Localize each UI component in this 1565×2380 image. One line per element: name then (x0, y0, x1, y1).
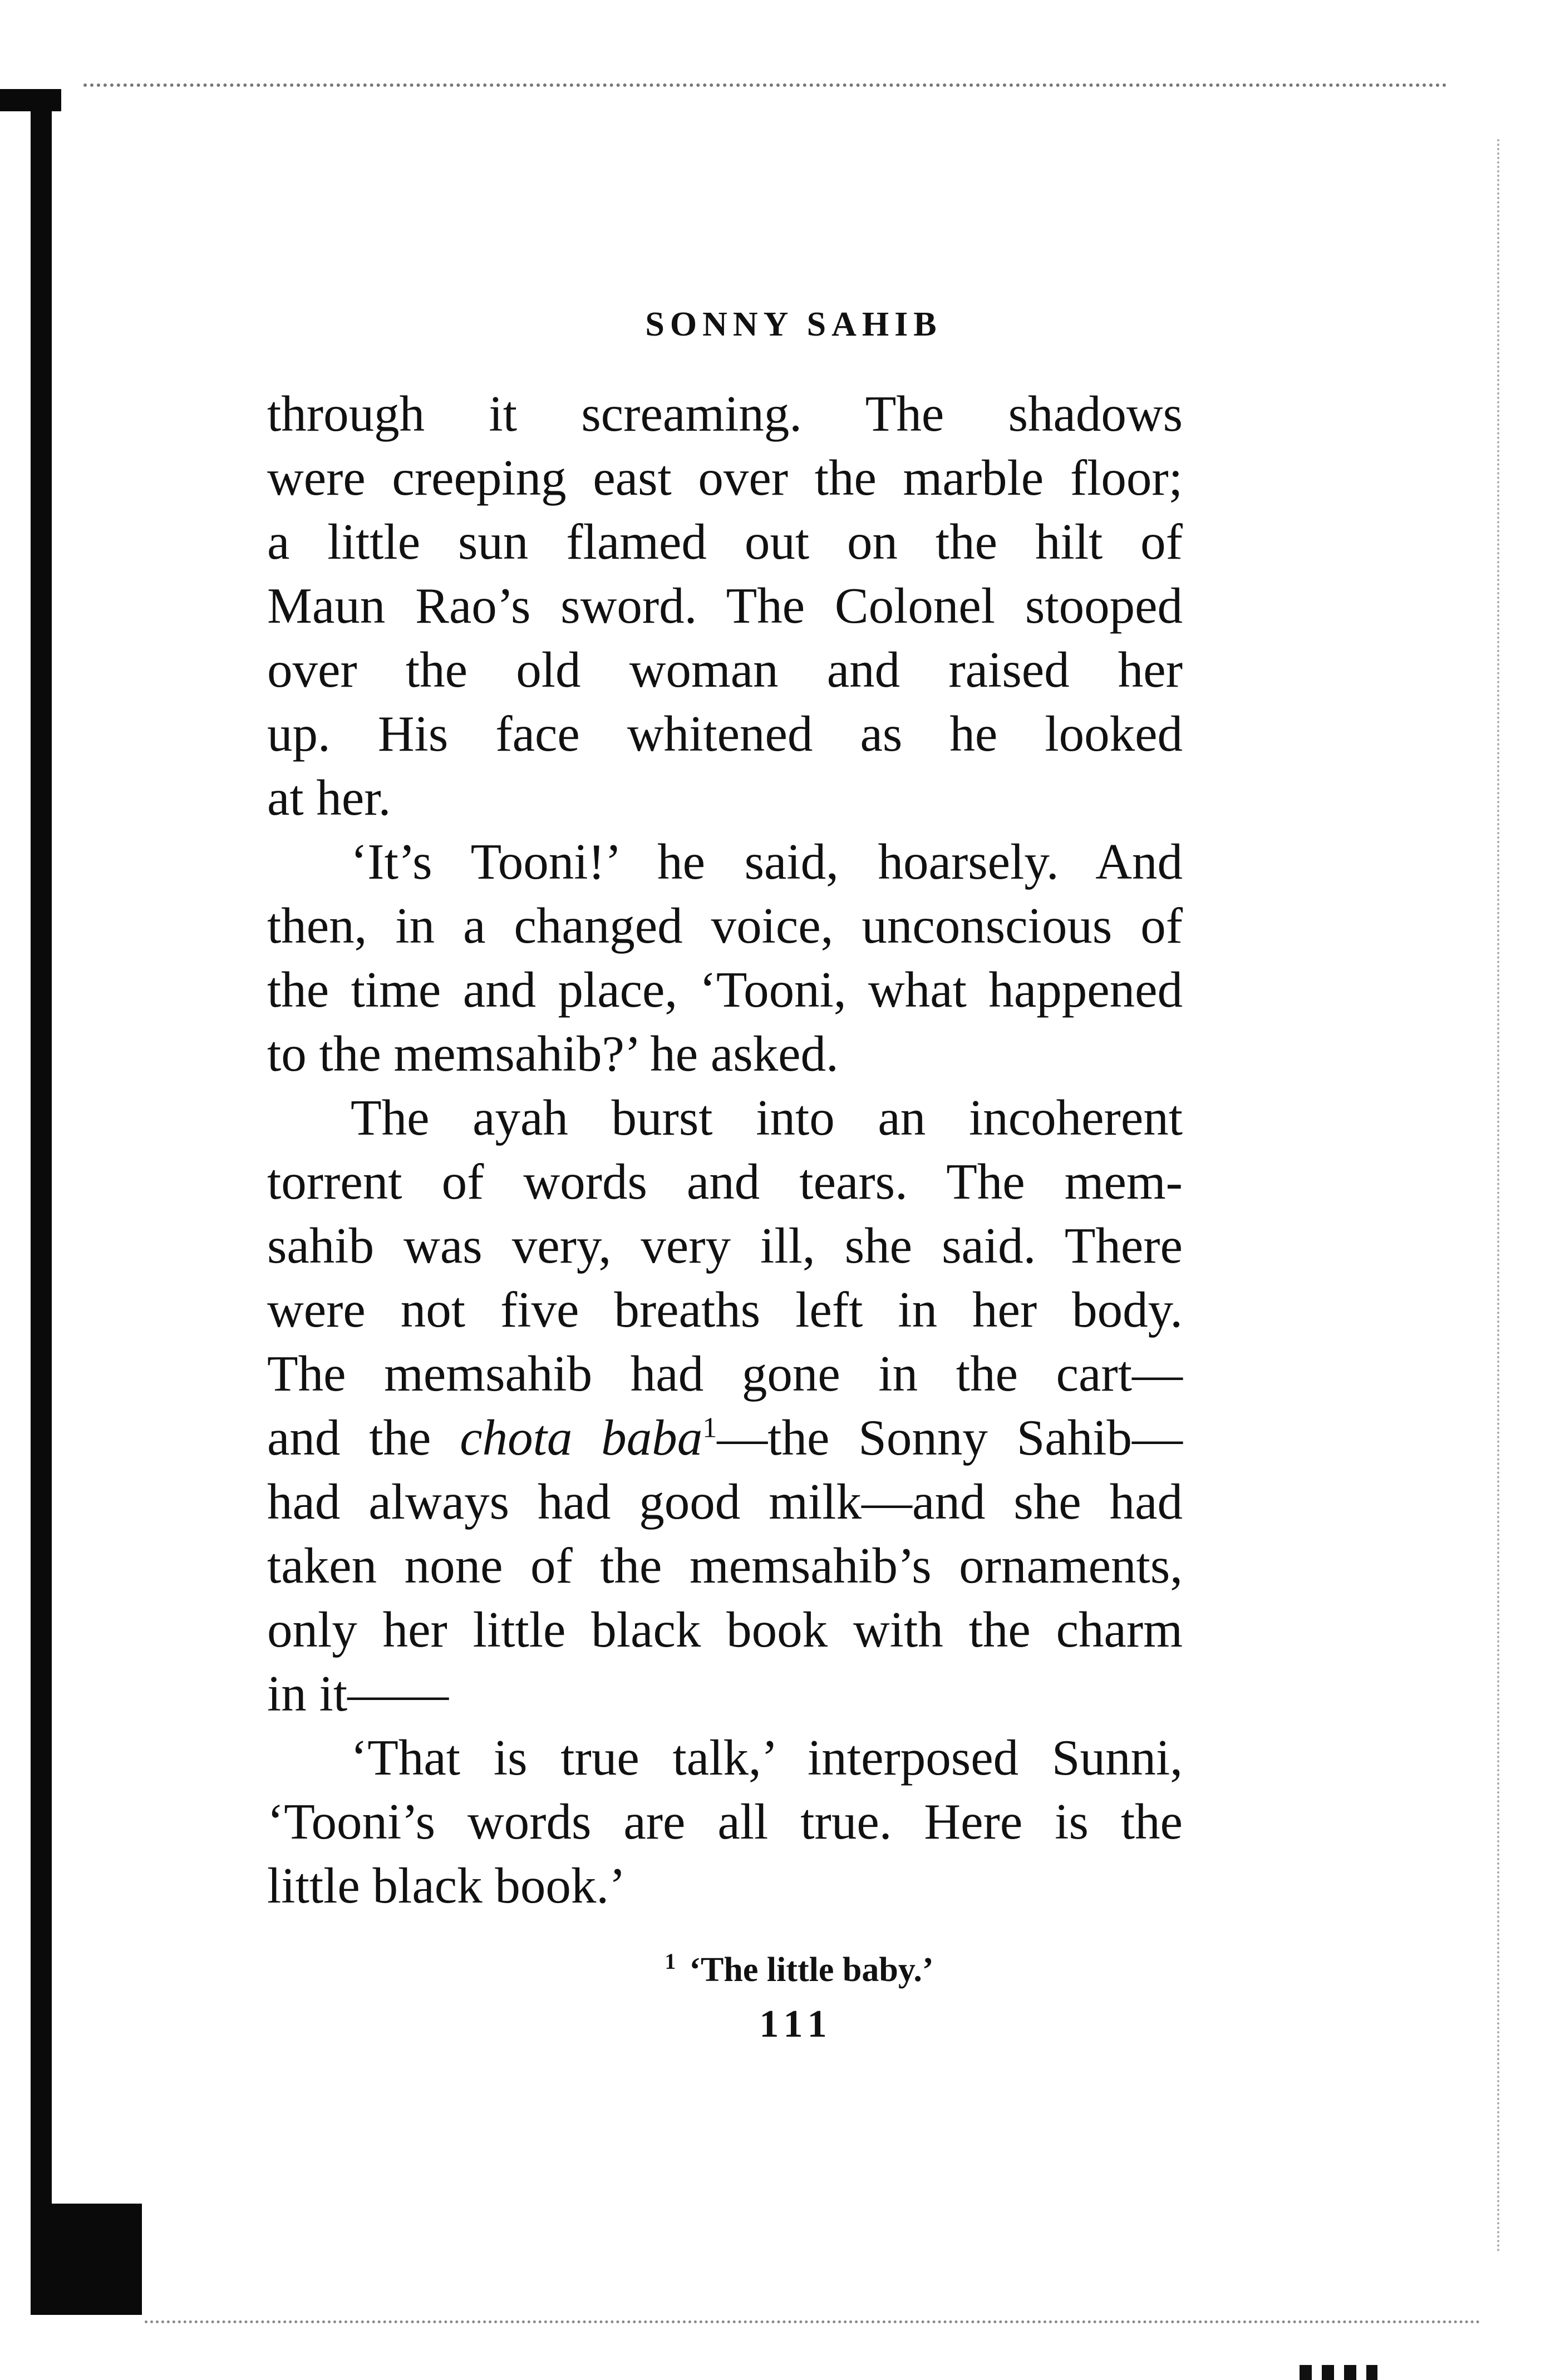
text-line: a little sun flamed out on the hilt of (267, 514, 1183, 570)
text-line: ‘It’s Tooni!’ he said, hoarsely. And (351, 834, 1183, 890)
footnote-marker: 1 (665, 1949, 676, 1974)
text-line: over the old woman and raised her (267, 642, 1183, 698)
text-line: through it screaming. The shadows (267, 386, 1183, 442)
text-fragment: and the (267, 1410, 460, 1466)
scan-right-edge (1497, 139, 1499, 2254)
text-line: in it—— (267, 1665, 449, 1722)
text-line: at her. (267, 770, 391, 826)
text-line: to the memsahib?’ he asked. (267, 1026, 839, 1082)
text-fragment: —the Sonny Sahib— (717, 1410, 1183, 1466)
text-line: little black book.’ (267, 1857, 626, 1914)
running-head: SONNY SAHIB (645, 305, 942, 343)
footnote-reference: 1 (702, 1412, 717, 1444)
footnote (0, 1950, 1565, 1990)
text-line: then, in a changed voice, unconscious of (267, 898, 1183, 954)
text-line: were creeping east over the marble floor; (267, 450, 1183, 506)
scan-binding-edge-bottom (31, 2204, 142, 2315)
text-line: had always had good milk—and she had (267, 1474, 1183, 1530)
text-line: sahib was very, very ill, she said. There (267, 1218, 1183, 1274)
scan-top-edge (83, 83, 1447, 87)
text-line: Maun Rao’s sword. The Colonel stooped (267, 578, 1183, 634)
body-text (267, 382, 1183, 1918)
italic-phrase: chota baba (460, 1410, 703, 1466)
footnote-text: ‘The little baby.’ (689, 1951, 934, 1989)
text-line: taken none of the memsahib’s ornaments, (267, 1538, 1183, 1594)
scan-page-marks (1300, 2365, 1377, 2380)
text-line: torrent of words and tears. The mem- (267, 1154, 1183, 1210)
text-line: The ayah burst into an incoherent (351, 1090, 1183, 1146)
page-number: 111 (759, 2003, 834, 2046)
text-line: up. His face whitened as he looked (267, 706, 1183, 762)
text-line: The memsahib had gone in the cart— (267, 1346, 1183, 1402)
text-line: the time and place, ‘Tooni, what happened (267, 962, 1183, 1018)
text-line: only her little black book with the charm (267, 1602, 1183, 1658)
text-line: ‘That is true talk,’ interposed Sunni, (351, 1729, 1183, 1786)
text-line: were not five breaths left in her body. (267, 1282, 1183, 1338)
scan-bottom-edge (145, 2320, 1480, 2323)
text-line (267, 1406, 1183, 1470)
text-line: ‘Tooni’s words are all true. Here is the (267, 1793, 1183, 1850)
